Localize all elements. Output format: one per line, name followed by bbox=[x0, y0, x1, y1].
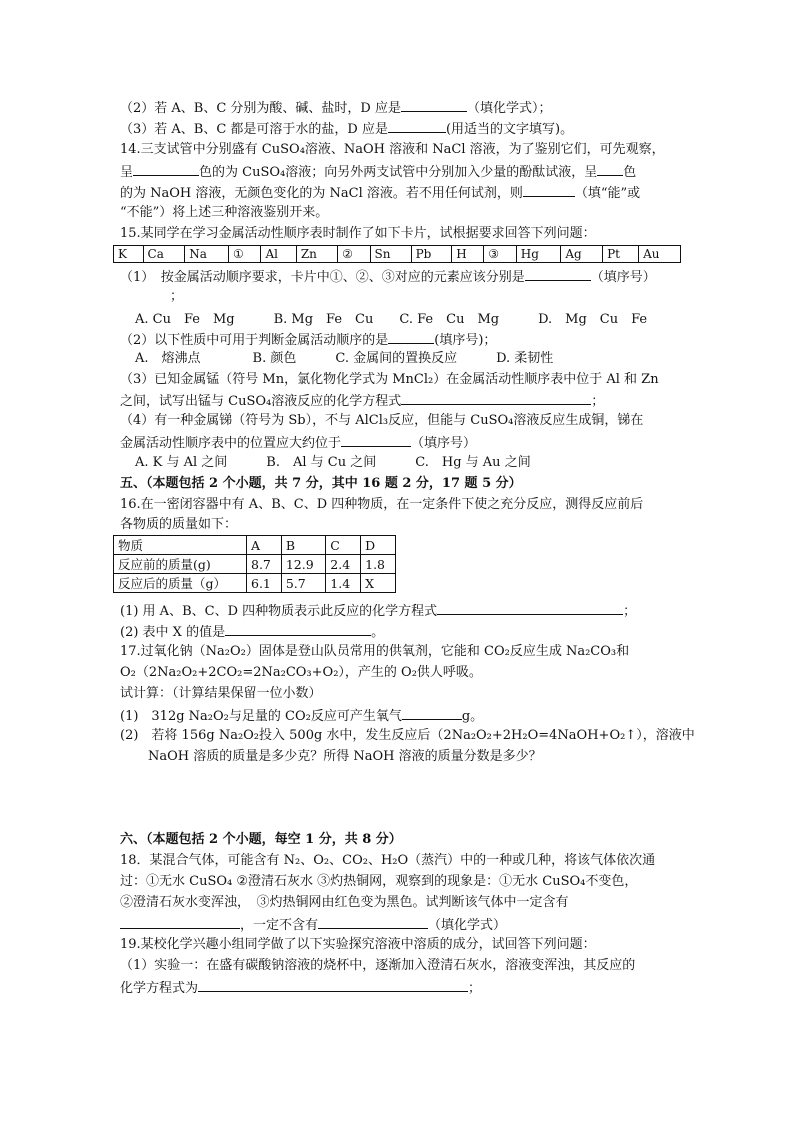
table-header-cell: D bbox=[361, 536, 396, 555]
q15-part4-line1: （4）有一种金属锑（符号为 Sb），不与 AlCl₃反应，但能与 CuSO₄溶液反应生成铜，锑在 bbox=[120, 413, 644, 428]
table-header-cell: A bbox=[247, 536, 282, 555]
q15-part1: （1） 按金属活动顺序要求，卡片中①、②、③对应的元素应该分别是 （填序号） bbox=[120, 267, 656, 287]
q18-line4: ，一定不含有 （填化学式） bbox=[120, 915, 506, 935]
card: Pb bbox=[411, 246, 452, 263]
section5-heading: 五、（本题包括 2 个小题，共 7 分，其中 16 题 2 分，17 题 5 分） bbox=[120, 476, 522, 491]
answer-blank[interactable] bbox=[318, 915, 428, 929]
q14-line1: 14.三支试管中分别盛有 CuSO₄溶液、NaOH 溶液和 NaCl 溶液，为了鉴别它们，可先观察， bbox=[120, 142, 665, 157]
q16-line2: 各物质的质量如下： bbox=[120, 517, 238, 532]
q15-part4-options: A. K 与 Al 之间 B. Al 与 Cu 之间 C. Hg 与 Au 之间 bbox=[135, 455, 531, 470]
q17-part2-line2: NaOH 溶质的质量是多少克？所得 NaOH 溶液的质量分数是多少？ bbox=[148, 749, 542, 764]
q15-intro: 15.某同学在学习金属活动性顺序表时制作了如下卡片，试根据要求回答下列问题： bbox=[120, 226, 596, 241]
q15-part2-options: A. 熔沸点 B. 颜色 C. 金属间的置换反应 D. 柔韧性 bbox=[135, 351, 554, 366]
answer-blank[interactable] bbox=[523, 183, 575, 197]
q13-part2: （2）若 A、B、C 分别为酸、碱、盐时，D 应是 （填化学式）； bbox=[120, 98, 552, 118]
card: Pt bbox=[603, 246, 639, 263]
answer-blank[interactable] bbox=[402, 706, 462, 720]
card: ① bbox=[229, 246, 261, 263]
metal-activity-cards bbox=[113, 245, 681, 263]
q18-line3: ②澄清石灰水变浑浊， ③灼热铜网由红色变为黑色。试判断该气体中一定含有 bbox=[120, 895, 569, 910]
q14-line4: “不能”）将上述三种溶液鉴别开来。 bbox=[120, 205, 329, 220]
q13-part3: （3）若 A、B、C 都是可溶于水的盐，D 应是 (用适当的文字填写)。 bbox=[120, 119, 573, 139]
q19-line1: 19.某校化学兴趣小组同学做了以下实验探究溶液中溶质的成分，试回答下列问题： bbox=[120, 937, 596, 952]
table-cell: 反应后的质量（g） bbox=[114, 574, 247, 593]
card: Sn bbox=[370, 246, 411, 263]
answer-blank[interactable] bbox=[401, 98, 467, 112]
answer-blank[interactable] bbox=[437, 601, 623, 615]
q15-part1-options: A. Cu Fe Mg B. Mg Fe Cu C. Fe Cu Mg D. Mg Cu Fe bbox=[135, 312, 648, 327]
table-cell: X bbox=[361, 574, 396, 593]
table-cell: 1.8 bbox=[361, 555, 396, 574]
q18-line2: 过：①无水 CuSO₄ ②澄清石灰水 ③灼热铜网，观察到的现象是：①无水 CuSO₄不变色， bbox=[120, 874, 638, 889]
card: ② bbox=[338, 246, 370, 263]
answer-blank[interactable] bbox=[133, 162, 199, 176]
table-header-row bbox=[114, 536, 396, 555]
table-cell: 6.1 bbox=[247, 574, 282, 593]
q17-line3: 试计算：（计算结果保留一位小数） bbox=[120, 686, 322, 701]
table-row bbox=[114, 574, 396, 593]
card: Zn bbox=[296, 246, 337, 263]
answer-blank[interactable] bbox=[198, 978, 468, 992]
q15-part2: （2）以下性质中可用于判断金属活动顺序的是 (填序号)； bbox=[120, 330, 496, 350]
q16-part1: (1) 用 A、B、C、D 四种物质表示此反应的化学方程式 ； bbox=[120, 601, 636, 621]
answer-blank[interactable] bbox=[225, 622, 371, 636]
answer-blank[interactable] bbox=[388, 330, 434, 344]
table-row bbox=[114, 555, 396, 574]
q18-line1: 18．某混合气体，可能含有 N₂、O₂、CO₂、H₂O（蒸汽）中的一种或几种，将该气体依次通 bbox=[120, 853, 656, 868]
card: Ag bbox=[561, 246, 603, 263]
table-header-cell: C bbox=[326, 536, 361, 555]
card: Hg bbox=[516, 246, 561, 263]
q15-part4-line2: 金属活动性顺序表中的位置应大约位于 （填序号） bbox=[120, 433, 476, 453]
answer-blank[interactable] bbox=[388, 119, 446, 133]
card: ③ bbox=[484, 246, 516, 263]
card: Al bbox=[261, 246, 296, 263]
q19-line2: （1）实验一：在盛有碳酸钠溶液的烧杯中，逐渐加入澄清石灰水，溶液变浑浊，其反应的 bbox=[120, 958, 636, 973]
table-cell: 2.4 bbox=[326, 555, 361, 574]
q16-part2: (2) 表中 X 的值是 。 bbox=[120, 622, 384, 642]
card: Na bbox=[185, 246, 229, 263]
answer-blank[interactable] bbox=[401, 391, 591, 405]
table-header-cell: 物质 bbox=[114, 536, 247, 555]
q17-part1: (1) 312g Na₂O₂与足量的 CO₂反应可产生氧气 g。 bbox=[120, 706, 483, 726]
answer-blank[interactable] bbox=[597, 162, 623, 176]
q16-line1: 16.在一密闭容器中有 A、B、C、D 四种物质，在一定条件下使之充分反应，测得反应前后 bbox=[120, 497, 644, 512]
q19-line3: 化学方程式为 ； bbox=[120, 978, 481, 998]
cards-row bbox=[114, 246, 681, 263]
q14-line3: 的为 NaOH 溶液，无颜色变化的为 NaCl 溶液。若不用任何试剂，则 （填“能”或 bbox=[120, 183, 640, 203]
card: Au bbox=[639, 246, 681, 263]
card: Ca bbox=[143, 246, 185, 263]
q15-part3-line1: （3）已知金属锰（符号 Mn，氯化物化学式为 MnCl₂）在金属活动性顺序表中位于 Al 和 Zn bbox=[120, 372, 659, 387]
answer-blank[interactable] bbox=[120, 915, 240, 929]
q14-line2: 呈 色的为 CuSO₄溶液；向另外两支试管中分别加入少量的酚酞试液，呈 色 bbox=[120, 162, 636, 182]
section6-heading: 六、（本题包括 2 个小题，每空 1 分，共 8 分） bbox=[120, 832, 402, 847]
card: H bbox=[452, 246, 484, 263]
q15-part3-line2: 之间，试写出锰与 CuSO₄溶液反应的化学方程式 ； bbox=[120, 391, 604, 411]
table-cell: 12.9 bbox=[281, 555, 325, 574]
answer-blank[interactable] bbox=[341, 433, 411, 447]
q17-line1: 17.过氧化钠（Na₂O₂）固体是登山队员常用的供氧剂，它能和 CO₂反应生成 Na₂CO₃和 bbox=[120, 644, 630, 659]
q15-part1-end: ； bbox=[170, 289, 184, 304]
table-cell: 1.4 bbox=[326, 574, 361, 593]
card: K bbox=[114, 246, 144, 263]
mass-table bbox=[113, 535, 396, 593]
q17-line2: O₂（2Na₂O₂+2CO₂=2Na₂CO₃+O₂），产生的 O₂供人呼吸。 bbox=[120, 665, 482, 680]
table-cell: 8.7 bbox=[247, 555, 282, 574]
q17-part2-line1: (2) 若将 156g Na₂O₂投入 500g 水中，发生反应后（2Na₂O₂+2H₂O=4NaOH+O₂↑），溶液中 bbox=[120, 728, 695, 743]
answer-blank[interactable] bbox=[525, 267, 591, 281]
table-cell: 5.7 bbox=[281, 574, 325, 593]
table-header-cell: B bbox=[281, 536, 325, 555]
table-cell: 反应前的质量(g) bbox=[114, 555, 247, 574]
